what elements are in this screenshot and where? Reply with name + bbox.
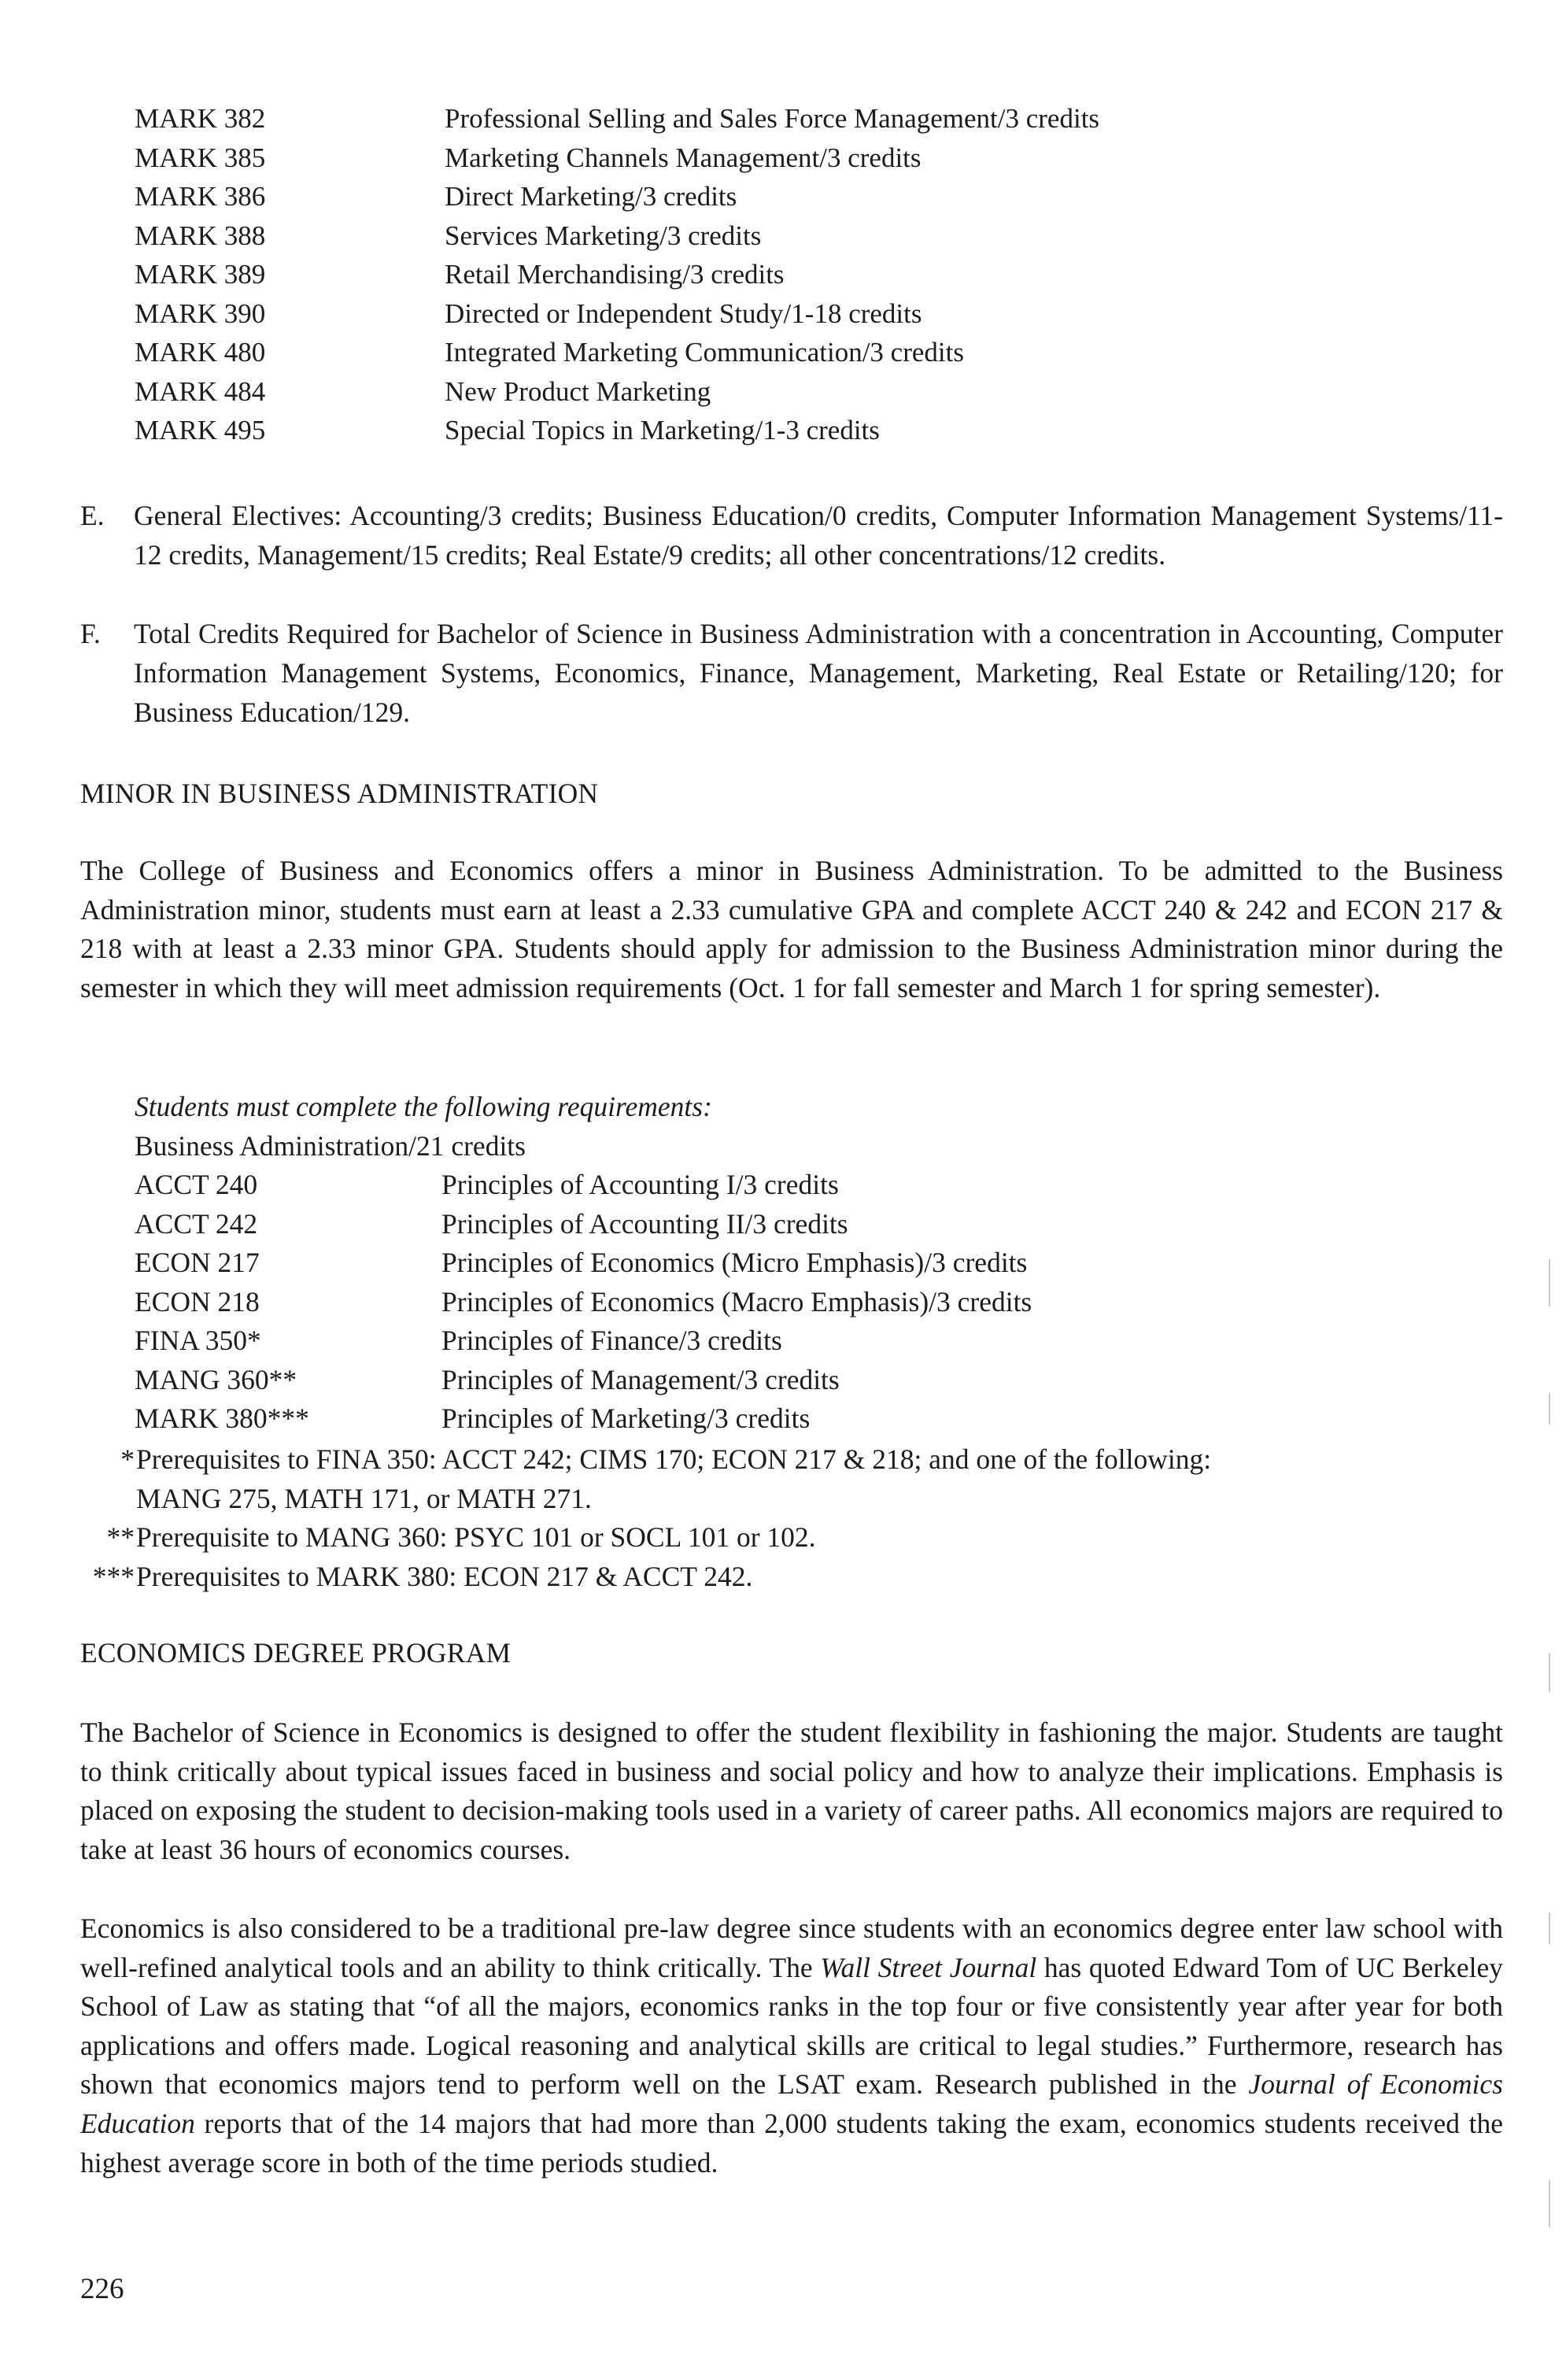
course-code: MARK 382	[135, 103, 266, 134]
footnote-marker: *	[120, 1443, 135, 1475]
course-title: New Product Marketing	[445, 375, 711, 407]
course-row	[135, 1399, 1032, 1439]
course-title: Principles of Marketing/3 credits	[441, 1402, 811, 1434]
footnote	[76, 1558, 1211, 1597]
requirements-total: Business Administration/21 credits	[135, 1129, 526, 1162]
general-electives-text: General Electives: Accounting/3 credits; Business Education/0 credits, Computer Information Management Systems/11-12 credits, Management/15 credits; Real Estate/9 credits; all other concentrations/12 credits.	[134, 500, 1503, 571]
minor-requirements	[135, 1088, 1032, 1439]
paragraph-text: has quoted Edward Tom of UC Berkeley School of Law as stating that “of all the majors, economics ranks in the top four or five consistently year after year for both applications and offers made. Logical reasoning and analytical skills are critical to legal studies.” Furthermore, research has shown that economics majors tend to perform well on the LSAT exam. Research published in the	[80, 1951, 1503, 2101]
paragraph-text: reports that of the 14 majors that had more than 2,000 students taking the exam, economics students received the highest average score in both of the time periods studied.	[80, 2107, 1503, 2179]
course-code: ACCT 240	[135, 1169, 258, 1200]
course-row	[135, 1321, 1032, 1361]
footnote-text: Prerequisites to FINA 350: ACCT 242; CIMS 170; ECON 217 & 218; and one of the following:	[136, 1443, 1212, 1475]
course-row	[135, 1361, 1032, 1400]
course-code: MARK 389	[135, 259, 266, 290]
course-code: MARK 385	[135, 142, 266, 173]
course-row	[135, 1283, 1032, 1322]
course-title: Principles of Economics (Macro Emphasis)/3 credits	[441, 1285, 1032, 1318]
course-row	[135, 177, 1099, 216]
course-row	[135, 1205, 1032, 1244]
course-row	[135, 1166, 1032, 1205]
course-code: MARK 386	[135, 181, 266, 212]
course-code: MARK 484	[135, 375, 266, 407]
total-credits-item	[80, 614, 1503, 732]
paragraph-text: Economics is also considered to be a traditional pre-law degree since students with an economics degree enter law school with well-refined analytical tools and an ability to think critically. The	[80, 1913, 1503, 1983]
course-title: Principles of Finance/3 credits	[441, 1325, 782, 1356]
general-electives-item	[80, 496, 1503, 575]
course-row	[135, 411, 1099, 450]
course-title: Services Marketing/3 credits	[445, 220, 762, 251]
course-code: MARK 480	[135, 337, 266, 368]
course-code: MARK 388	[135, 220, 266, 251]
course-title: Retail Merchandising/3 credits	[445, 259, 785, 290]
course-title: Principles of Accounting II/3 credits	[441, 1207, 848, 1240]
course-row	[135, 294, 1099, 334]
page-number: 226	[80, 2273, 124, 2305]
scan-edge-mark	[1549, 2180, 1550, 2227]
course-title: Principles of Economics (Micro Emphasis)/3 credits	[441, 1247, 1028, 1278]
course-code: MARK 495	[135, 415, 266, 445]
course-code: MARK 390	[135, 298, 266, 329]
footnote-text: MANG 275, MATH 171, or MATH 271.	[136, 1482, 592, 1514]
course-title: Integrated Marketing Communication/3 credits	[445, 337, 964, 368]
course-title: Direct Marketing/3 credits	[445, 181, 737, 212]
course-row	[135, 333, 1099, 372]
course-row	[135, 255, 1099, 294]
requirements-intro: Students must complete the following requirements:	[135, 1091, 712, 1122]
course-title: Directed or Independent Study/1-18 credits	[445, 298, 922, 329]
footnote-continuation	[76, 1480, 1211, 1519]
prerequisite-notes	[76, 1440, 1211, 1596]
course-code: ECON 217	[135, 1247, 260, 1278]
minor-heading: MINOR IN BUSINESS ADMINISTRATION	[80, 778, 599, 809]
course-code: ECON 218	[135, 1285, 260, 1318]
scan-edge-mark	[1549, 1259, 1550, 1306]
course-code: MANG 360**	[135, 1363, 297, 1395]
scan-edge-mark	[1549, 1653, 1550, 1692]
course-row	[135, 1244, 1032, 1283]
publication-title: Wall Street Journal	[820, 1951, 1037, 1983]
publication-title: Journal of Economics Education	[80, 2068, 1503, 2139]
item-letter: F.	[80, 618, 101, 649]
economics-description: The Bachelor of Science in Economics is designed to offer the student flexibility in fashioning the major. Students are taught to think critically about typical issues faced in business and social policy and how to analyze their implications. Emphasis is placed on exposing the student to decision-making tools used in a variety of career paths. All economics majors are required to take at least 36 hours of economics courses.	[80, 1717, 1503, 1865]
scan-edge-mark	[1549, 1393, 1550, 1425]
scan-edge-mark	[1549, 1913, 1550, 1944]
course-title: Marketing Channels Management/3 credits	[445, 142, 922, 173]
footnote	[76, 1440, 1211, 1480]
marketing-course-list	[135, 99, 1099, 450]
economics-prelaw-paragraph	[80, 1909, 1503, 2182]
course-row	[135, 372, 1099, 412]
footnote-text: Prerequisite to MANG 360: PSYC 101 or SOCL 101 or 102.	[136, 1521, 816, 1553]
item-letter: E.	[80, 500, 105, 531]
economics-heading: ECONOMICS DEGREE PROGRAM	[80, 1637, 512, 1669]
course-code: ACCT 242	[135, 1207, 258, 1240]
course-code: FINA 350*	[135, 1325, 261, 1356]
total-credits-text: Total Credits Required for Bachelor of Science in Business Administration with a concentration in Accounting, Computer Information Management Systems, Economics, Finance, Management, Marketing, Real Estate or Retailing/120; for Business Education/129.	[134, 618, 1503, 728]
course-title: Professional Selling and Sales Force Management/3 credits	[445, 103, 1100, 134]
course-row	[135, 216, 1099, 256]
minor-description: The College of Business and Economics offers a minor in Business Administration. To be admitted to the Business Administration minor, students must earn at least a 2.33 cumulative GPA and complete ACCT 240 & 242 and ECON 217 & 218 with at least a 2.33 minor GPA. Students should apply for admission to the Business Administration minor during the semester in which they will meet admission requirements (Oct. 1 for fall semester and March 1 for spring semester).	[80, 855, 1503, 1003]
course-row	[135, 139, 1099, 178]
course-title: Principles of Management/3 credits	[441, 1363, 840, 1395]
footnote-marker: **	[106, 1521, 135, 1553]
course-row	[135, 99, 1099, 139]
course-code: MARK 380***	[135, 1402, 309, 1434]
footnote-text: Prerequisites to MARK 380: ECON 217 & ACCT 242.	[136, 1560, 753, 1592]
course-title: Special Topics in Marketing/1-3 credits	[445, 415, 880, 445]
course-title: Principles of Accounting I/3 credits	[441, 1169, 839, 1200]
footnote-marker: ***	[92, 1560, 135, 1592]
footnote	[76, 1518, 1211, 1558]
